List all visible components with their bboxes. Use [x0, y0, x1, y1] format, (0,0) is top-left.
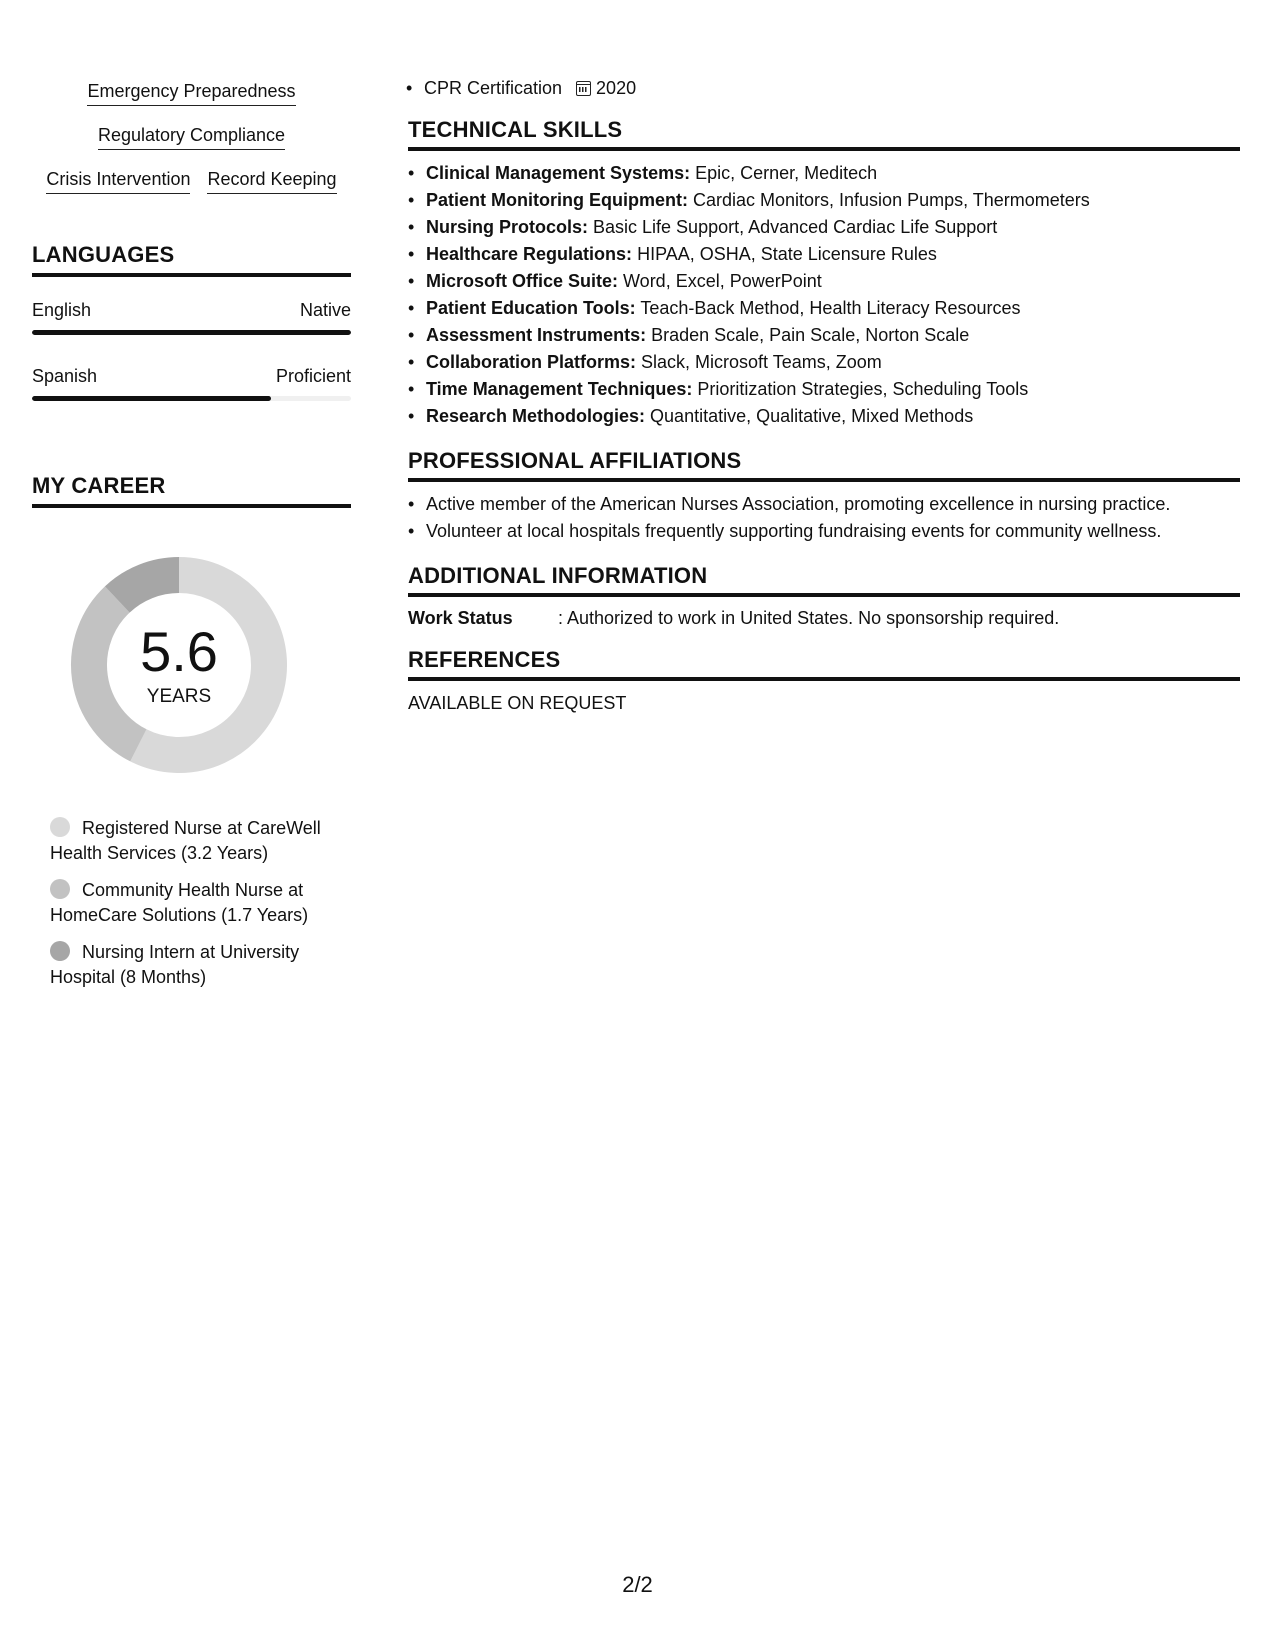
- language-bar: [32, 330, 351, 335]
- calendar-icon: [576, 81, 591, 96]
- page-number: 2/2: [622, 1572, 653, 1597]
- legend-item: [50, 816, 330, 866]
- certification-year: 2020: [596, 78, 637, 98]
- career-legend: [50, 816, 330, 990]
- work-status-value: : Authorized to work in United States. No sponsorship required.: [558, 608, 1060, 628]
- skill-category: Healthcare Regulations:: [426, 244, 633, 264]
- left-column: [32, 80, 351, 1002]
- language-english: [32, 299, 351, 335]
- bullet: •: [406, 78, 413, 98]
- legend-dot: [50, 817, 70, 837]
- skill-values: Quantitative, Qualitative, Mixed Methods: [645, 406, 974, 426]
- affiliations-heading: PROFESSIONAL AFFILIATIONS: [408, 448, 1240, 482]
- language-name: English: [32, 300, 92, 320]
- languages-heading: LANGUAGES: [32, 242, 351, 277]
- legend-dot: [50, 879, 70, 899]
- references-heading: REFERENCES: [408, 647, 1240, 681]
- technical-skills-heading: TECHNICAL SKILLS: [408, 117, 1240, 151]
- skill-category: Nursing Protocols:: [426, 217, 589, 237]
- skill-values: Prioritization Strategies, Scheduling Tools: [692, 379, 1029, 399]
- language-bar-fill: [32, 330, 351, 335]
- affiliation-item: • Active member of the American Nurses Association, promoting excellence in nursing practice.: [408, 491, 1240, 518]
- legend-label: Nursing Intern at University Hospital (8 Months): [50, 942, 300, 987]
- skill-category: Patient Monitoring Equipment:: [426, 190, 688, 210]
- technical-skill-item: [408, 214, 1240, 241]
- references-text: AVAILABLE ON REQUEST: [408, 693, 627, 713]
- language-level: Proficient: [275, 366, 351, 386]
- certification-item: [406, 78, 1240, 99]
- skill-tag: Crisis Intervention: [46, 168, 190, 194]
- skill-values: Slack, Microsoft Teams, Zoom: [636, 352, 882, 372]
- donut-center: [64, 550, 294, 780]
- technical-skill-item: [408, 295, 1240, 322]
- language-bar: [32, 396, 351, 401]
- technical-skill-item: [408, 403, 1240, 430]
- technical-skill-item: [408, 268, 1240, 295]
- technical-skill-item: [408, 322, 1240, 349]
- skill-values: Basic Life Support, Advanced Cardiac Life Support: [588, 217, 998, 237]
- work-status-label: Work Status: [408, 608, 513, 628]
- skill-values: Braden Scale, Pain Scale, Norton Scale: [646, 325, 970, 345]
- technical-skill-item: [408, 187, 1240, 214]
- legend-item: [50, 940, 330, 990]
- skill-tag: Record Keeping: [207, 168, 336, 194]
- technical-skill-item: [408, 241, 1240, 268]
- legend-label: Registered Nurse at CareWell Health Services (3.2 Years): [50, 818, 321, 863]
- skills-row-2: [32, 124, 351, 150]
- skill-category: Microsoft Office Suite:: [426, 271, 619, 291]
- career-donut-chart: [64, 550, 294, 780]
- skill-category: Research Methodologies:: [426, 406, 646, 426]
- work-status-row: [408, 607, 1240, 629]
- skill-values: Word, Excel, PowerPoint: [618, 271, 822, 291]
- technical-skill-item: [408, 376, 1240, 403]
- skill-category: Clinical Management Systems:: [426, 163, 691, 183]
- skill-values: HIPAA, OSHA, State Licensure Rules: [632, 244, 937, 264]
- affiliations-list: [408, 491, 1240, 545]
- affiliation-item: • Volunteer at local hospitals frequently supporting fundraising events for community wellness.: [408, 518, 1240, 545]
- skill-category: Time Management Techniques:: [426, 379, 693, 399]
- career-total-value: 5.6: [140, 620, 218, 683]
- language-level: Native: [299, 300, 351, 320]
- career-total-unit: YEARS: [146, 686, 212, 707]
- career-heading: MY CAREER: [32, 473, 351, 508]
- legend-label: Community Health Nurse at HomeCare Solutions (1.7 Years): [50, 880, 309, 925]
- skill-category: Assessment Instruments:: [426, 325, 647, 345]
- right-column: [408, 78, 1240, 714]
- skill-category: Collaboration Platforms:: [426, 352, 637, 372]
- technical-skills-list: [408, 160, 1240, 430]
- skills-row-3: [32, 168, 351, 194]
- language-spanish: [32, 365, 351, 401]
- skill-tag: Emergency Preparedness: [87, 80, 295, 106]
- additional-info-heading: ADDITIONAL INFORMATION: [408, 563, 1240, 597]
- skill-values: Epic, Cerner, Meditech: [690, 163, 878, 183]
- skills-row-1: [32, 80, 351, 106]
- technical-skill-item: [408, 349, 1240, 376]
- language-name: Spanish: [32, 366, 98, 386]
- skill-tag: Regulatory Compliance: [98, 124, 285, 150]
- legend-item: [50, 878, 330, 928]
- skill-category: Patient Education Tools:: [426, 298, 636, 318]
- language-bar-fill: [32, 396, 271, 401]
- skill-values: Cardiac Monitors, Infusion Pumps, Thermometers: [687, 190, 1090, 210]
- technical-skill-item: [408, 160, 1240, 187]
- skill-values: Teach-Back Method, Health Literacy Resources: [635, 298, 1021, 318]
- legend-dot: [50, 941, 70, 961]
- certification-name: CPR Certification: [424, 78, 563, 98]
